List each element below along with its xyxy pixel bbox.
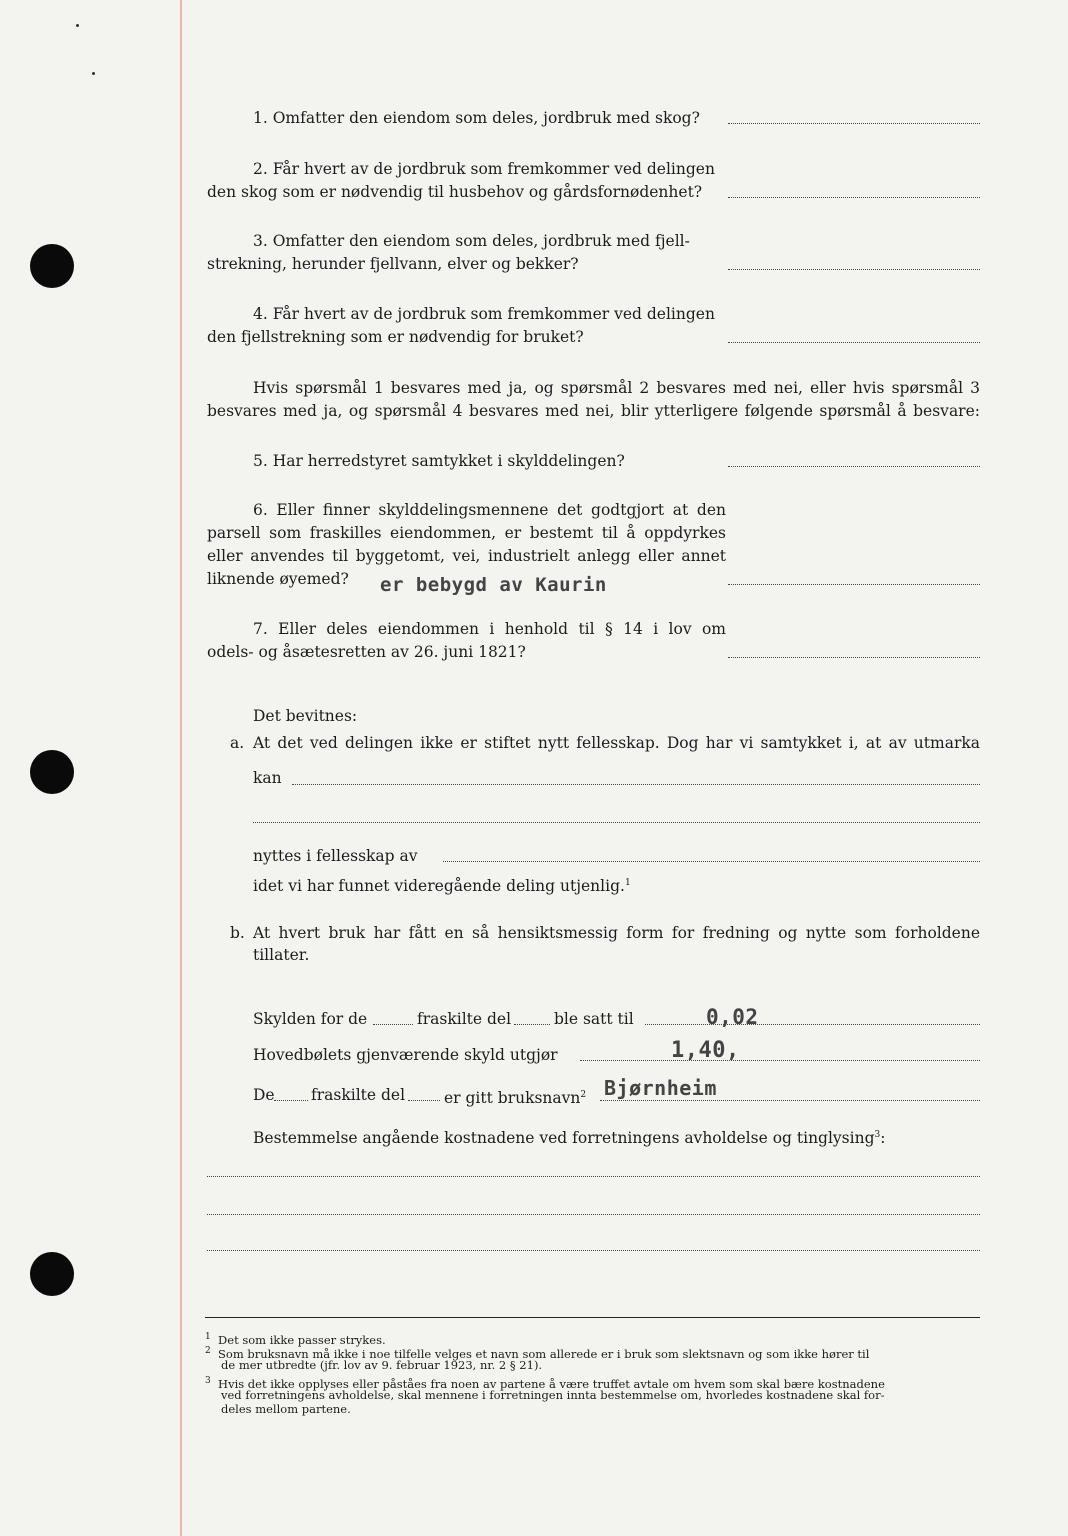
answer-line-7 <box>728 657 980 658</box>
question-5: 5. Har herredstyret samtykket i skylddelingen? <box>253 452 625 470</box>
idet-text: idet vi har funnet videregående deling utjenlig.$^1$ <box>253 877 631 896</box>
footnote-3: $^3$ Hvis det ikke opplyses eller påståes fra noen av partene å være truffet avtale om hvem som skal bære kostnadene <box>205 1376 885 1391</box>
question-6-line-1: 6. Eller finner skylddelingsmennene det godtgjort at den <box>253 501 726 519</box>
kan-line-2 <box>253 822 980 823</box>
item-b-line-2: tillater. <box>253 946 310 964</box>
skylden-label-3: ble satt til <box>554 1010 634 1028</box>
item-a-label: a. <box>230 734 245 752</box>
bestemmelse-line-2 <box>207 1214 980 1215</box>
kan-label: kan <box>253 769 282 787</box>
bruksnavn-line-3 <box>600 1100 980 1101</box>
question-6-line-2: parsell som fraskilles eiendommen, er bestemt til å oppdyrkes <box>207 524 726 542</box>
skylden-line-2 <box>514 1024 550 1025</box>
punch-hole <box>30 244 74 288</box>
answer-line-4 <box>728 342 980 343</box>
item-b-line-1: At hvert bruk har fått en så hensiktsmessig form for fredning og nytte som forholdene <box>253 924 980 942</box>
footnote-3-cont-1: ved forretningens avholdelse, skal mennene i forretningen innta bestemmelse om, hvorledes kostnadene skal for- <box>221 1388 885 1402</box>
question-4-line-2: den fjellstrekning som er nødvendig for bruket? <box>207 328 584 346</box>
margin-line <box>180 0 182 1536</box>
footnote-rule <box>205 1317 980 1318</box>
conditional-line-2: besvares med ja, og spørsmål 4 besvares med nei, blir ytterligere følgende spørsmål å besvare: <box>207 402 980 420</box>
skylden-label-2: fraskilte del <box>417 1010 512 1028</box>
question-2-line-2: den skog som er nødvendig til husbehov og gårdsfornødenhet? <box>207 183 703 201</box>
attest-heading: Det bevitnes: <box>253 707 358 725</box>
answer-line-6 <box>728 584 980 585</box>
speck <box>92 72 95 75</box>
bruksnavn-line-1 <box>274 1100 308 1101</box>
bestemmelse-label: Bestemmelse angående kostnadene ved forretningens avholdelse og tinglysing$^3$: <box>253 1129 886 1148</box>
question-7-line-1: 7. Eller deles eiendommen i henhold til § 14 i lov om <box>253 620 726 638</box>
question-2-line-1: 2. Får hvert av de jordbruk som fremkommer ved delingen <box>253 160 715 178</box>
speck <box>76 24 79 27</box>
skylden-line-3 <box>645 1024 980 1025</box>
question-6-line-3: eller anvendes til byggetomt, vei, industrielt anlegg eller annet <box>207 547 726 565</box>
answer-line-2 <box>728 197 980 198</box>
hovedbol-label: Hovedbølets gjenværende skyld utgjør <box>253 1046 558 1064</box>
bruksnavn-label-2: fraskilte del <box>311 1086 406 1104</box>
punch-hole <box>30 1252 74 1296</box>
question-3-line-1: 3. Omfatter den eiendom som deles, jordbruk med fjell- <box>253 232 690 250</box>
skylden-value: 0,02 <box>706 1005 759 1029</box>
question-7-line-2: odels- og åsætesretten av 26. juni 1821? <box>207 643 526 661</box>
answer-line-3 <box>728 269 980 270</box>
kan-line <box>292 784 980 785</box>
skylden-line-1 <box>373 1024 413 1025</box>
conditional-line-1: Hvis spørsmål 1 besvares med ja, og spørsmål 2 besvares med nei, eller hvis spørsmål 3 <box>253 379 980 397</box>
bruksnavn-label-1: De <box>253 1086 275 1104</box>
typed-answer-6: er bebygd av Kaurin <box>380 574 607 596</box>
answer-line-1 <box>728 123 980 124</box>
bestemmelse-line-1 <box>207 1176 980 1177</box>
nyttes-label: nyttes i fellesskap av <box>253 847 418 865</box>
skylden-label-1: Skylden for de <box>253 1010 368 1028</box>
bruksnavn-line-2 <box>408 1100 440 1101</box>
question-1: 1. Omfatter den eiendom som deles, jordbruk med skog? <box>253 109 700 127</box>
item-a-text: At det ved delingen ikke er stiftet nytt fellesskap. Dog har vi samtykket i, at av utmarka <box>253 734 980 752</box>
hovedbol-value: 1,40, <box>671 1038 740 1063</box>
hovedbol-line <box>580 1060 980 1061</box>
punch-hole <box>30 750 74 794</box>
bruksnavn-value: Bjørnheim <box>604 1076 717 1100</box>
footnote-1: $^1$ Det som ikke passer strykes. <box>205 1332 386 1347</box>
question-3-line-2: strekning, herunder fjellvann, elver og bekker? <box>207 255 579 273</box>
footnote-3-cont-2: deles mellom partene. <box>221 1402 351 1416</box>
footnote-2-cont: de mer utbredte (jfr. lov av 9. februar 1923, nr. 2 § 21). <box>221 1358 543 1372</box>
footnote-2: $^2$ Som bruksnavn må ikke i noe tilfelle velges et navn som allerede er i bruk som slektsnavn og som ikke hører til <box>205 1346 870 1361</box>
nyttes-line <box>443 861 980 862</box>
bruksnavn-label-3: er gitt bruksnavn$^2$ <box>444 1089 587 1108</box>
item-b-label: b. <box>230 924 245 942</box>
question-6-line-4: liknende øyemed? <box>207 570 349 588</box>
bestemmelse-line-3 <box>207 1250 980 1251</box>
question-4-line-1: 4. Får hvert av de jordbruk som fremkommer ved delingen <box>253 305 715 323</box>
answer-line-5 <box>728 466 980 467</box>
